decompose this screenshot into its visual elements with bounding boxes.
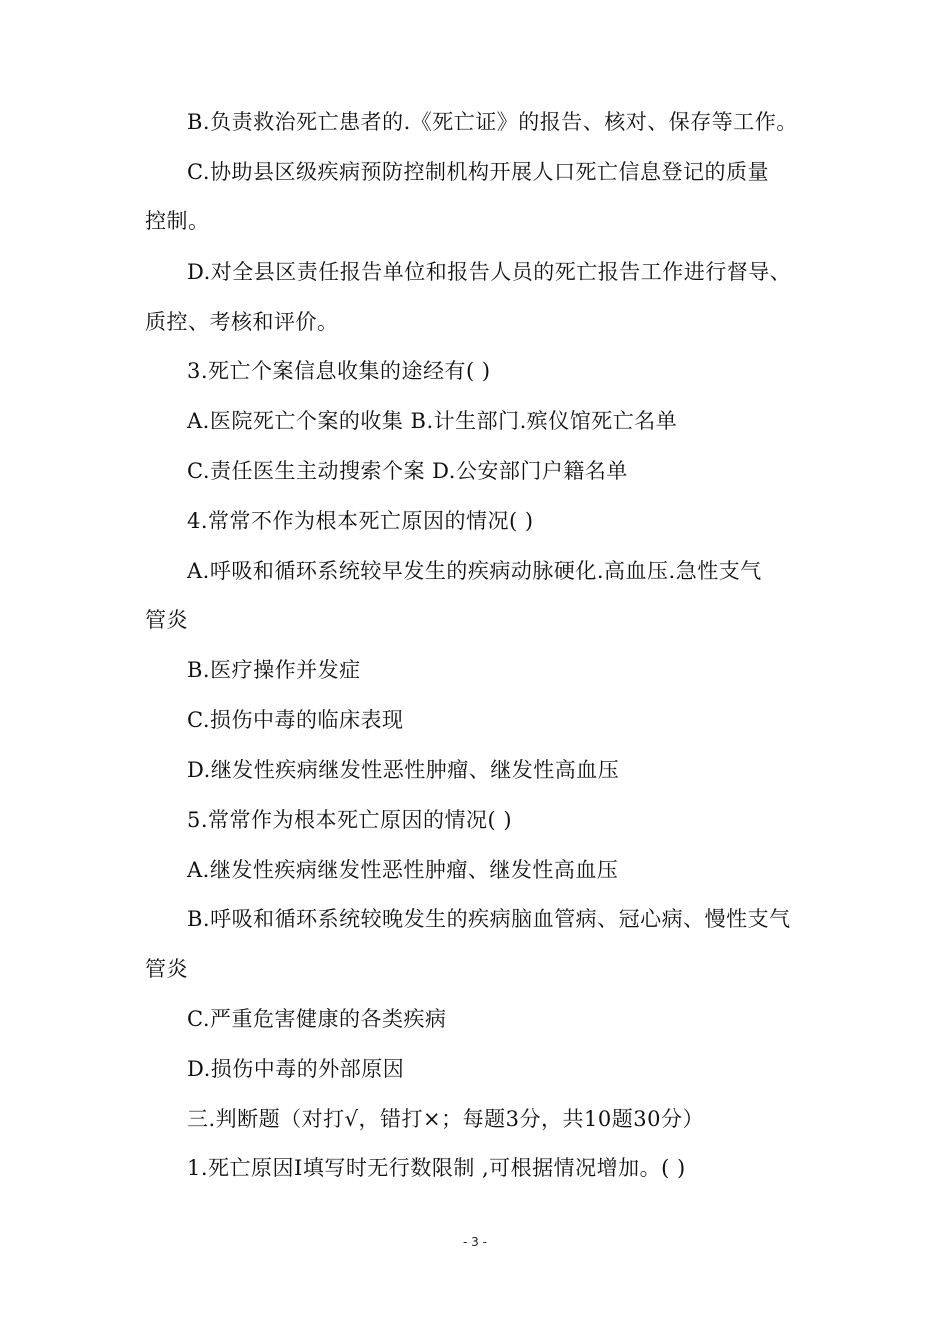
question-3: 3.死亡个案信息收集的途经有( ) — [187, 359, 491, 383]
text-line-option-b-hospital: B.负责救治死亡患者的.《死亡证》的报告、核对、保存等工作。 — [187, 110, 798, 134]
true-false-question-1: 1.死亡原因Ⅰ填写时无行数限制 ,可根据情况增加。( ) — [187, 1156, 686, 1180]
question-5-option-a: A.继发性疾病继发性恶性肿瘤、继发性高血压 — [187, 858, 619, 882]
text-line-option-d-supervision: D.对全县区责任报告单位和报告人员的死亡报告工作进行督导、 — [187, 260, 792, 284]
question-5-option-b-continued: 管炎 — [145, 957, 188, 981]
page-number: - 3 - — [463, 1235, 487, 1249]
question-5-option-d: D.损伤中毒的外部原因 — [187, 1057, 405, 1081]
text-line-option-c-quality: C.协助县区级疾病预防控制机构开展人口死亡信息登记的质量 — [187, 160, 769, 184]
section-heading-true-false: 三.判断题（对打√，错打×；每题3分，共10题30分） — [187, 1107, 704, 1131]
question-5-option-c: C.严重危害健康的各类疾病 — [187, 1007, 447, 1031]
question-5-option-b: B.呼吸和循环系统较晚发生的疾病脑血管病、冠心病、慢性支气 — [187, 907, 791, 931]
text-line-option-c-continued: 控制。 — [145, 209, 210, 233]
text-line-option-d-continued: 质控、考核和评价。 — [145, 310, 339, 334]
question-4-option-c: C.损伤中毒的临床表现 — [187, 708, 404, 732]
question-4-option-a-continued: 管炎 — [145, 608, 188, 632]
question-4-option-a: A.呼吸和循环系统较早发生的疾病动脉硬化.高血压.急性支气 — [187, 559, 762, 583]
question-5: 5.常常作为根本死亡原因的情况( ) — [187, 808, 513, 832]
question-4: 4.常常不作为根本死亡原因的情况( ) — [187, 509, 534, 533]
question-3-options-cd: C.责任医生主动搜索个案 D.公安部门户籍名单 — [187, 459, 628, 483]
question-3-options-ab: A.医院死亡个案的收集 B.计生部门.殡仪馆死亡名单 — [187, 409, 678, 433]
question-4-option-d: D.继发性疾病继发性恶性肿瘤、继发性高血压 — [187, 758, 620, 782]
question-4-option-b: B.医疗操作并发症 — [187, 658, 361, 682]
